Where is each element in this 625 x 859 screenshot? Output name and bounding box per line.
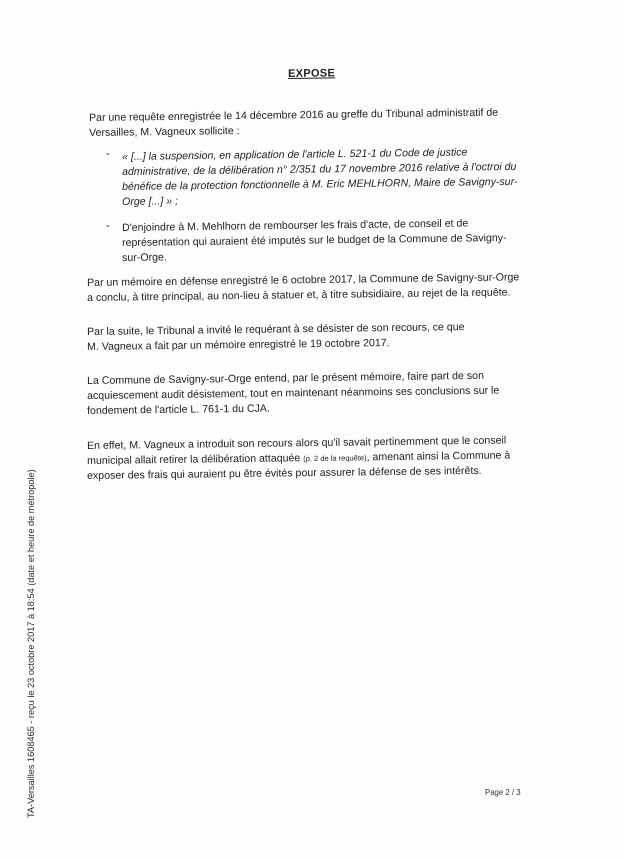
bullet-dash-1: - <box>105 147 110 161</box>
memoire-line-1: Par un mémoire en défense enregistré le 6 octobre 2017, la Commune de Savigny-sur-Orge <box>87 271 520 289</box>
bullet-1-line-2: administrative, de la délibération n° 2/351 du 17 novembre 2016 relative à l'octroi du <box>122 160 517 178</box>
bullet-dash-2: - <box>105 219 110 233</box>
commune-line-1: La Commune de Savigny-sur-Orge entend, par le présent mémoire, faire part de son <box>87 369 485 387</box>
effet-line-3: exposer des frais qui auraient pu être évités pour assurer la défense de ses intérêts. <box>87 464 482 482</box>
page-number: Page 2 / 3 <box>485 788 521 797</box>
suite-line-2: M. Vagneux a fait par un mémoire enregistré le 19 octobre 2017. <box>87 337 390 353</box>
memoire-line-2: a conclu, à titre principal, au non-lieu à statuer et, à titre subsidiaire, au rejet de la requête. <box>87 286 511 304</box>
bullet-2-line-3: sur-Orge. <box>122 251 167 264</box>
effet-line-1: En effet, M. Vagneux a introduit son recours alors qu'il savait pertinemment que le conseil <box>87 434 507 452</box>
commune-line-2: acquiescement audit désistement, tout en maintenant néanmoins ses conclusions sur le <box>87 384 500 402</box>
effet-line-2-end: , amenant ainsi la Commune à <box>366 449 511 464</box>
intro-line-2: Versailles, M. Vagneux sollicite : <box>89 125 240 139</box>
bullet-1-line-1: « [...] la suspension, en application de l'article L. 521-1 du Code de justice <box>122 146 468 163</box>
bullet-2-line-1: D'enjoindre à M. Mehlhorn de rembourser les frais d'acte, de conseil et de <box>122 217 469 234</box>
commune-line-3: fondement de l'article L. 761-1 du CJA. <box>87 402 270 417</box>
suite-line-1: Par la suite, le Tribunal a invité le requérant à se désister de son recours, ce que <box>87 321 465 338</box>
bullet-2-line-2: représentation qui auraient été imputés sur le budget de la Commune de Savigny- <box>122 231 507 249</box>
requete-reference: (p. 2 de la requête) <box>303 453 367 464</box>
section-title: EXPOSE <box>288 67 336 80</box>
effet-line-2-start: municipal allait retirer la délibération attaquée <box>87 452 304 467</box>
intro-line-1: Par une requête enregistrée le 14 décembre 2016 au greffe du Tribunal administratif de <box>89 106 499 124</box>
reception-stamp: TA-Versailles 1608465 - reçu le 23 octobre 2017 à 18:54 (date et heure de métropole) <box>26 469 36 818</box>
bullet-1-line-4: Orge [...] » ; <box>122 195 179 208</box>
bullet-1-line-3: bénéfice de la protection fonctionnelle à M. Eric MEHLHORN, Maire de Savigny-sur- <box>122 175 518 193</box>
